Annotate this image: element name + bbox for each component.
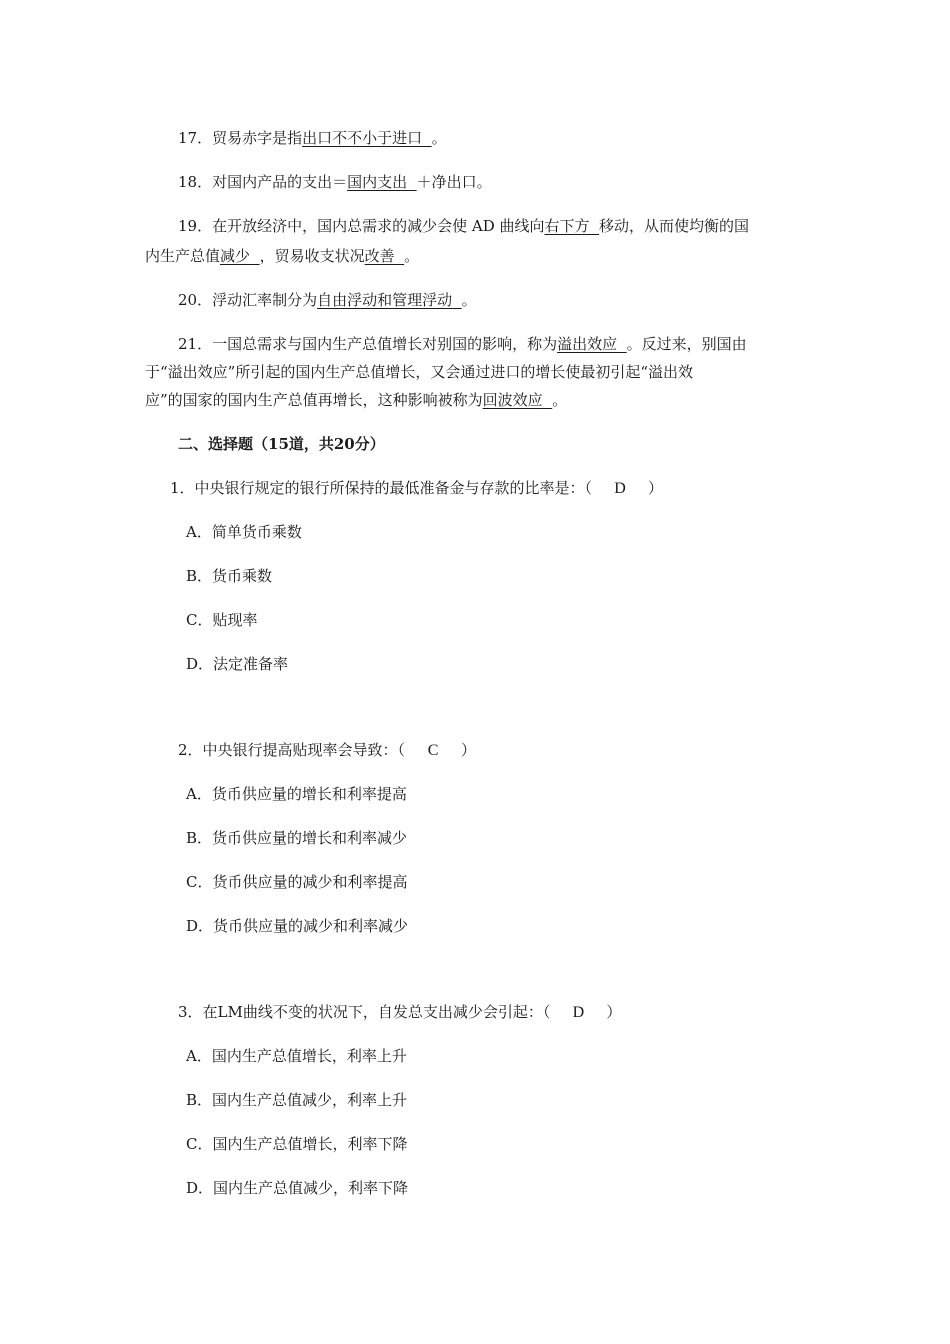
q21-answer-blank-2: 回波效应 — [482, 391, 543, 409]
option-3b: B．国内生产总值减少，利率上升 — [186, 1091, 408, 1109]
choice-question-2-stem: 2．中央银行提高贴现率会导致：（ — [178, 741, 406, 759]
choice-question-3-stem: 3．在LM曲线不变的状况下，自发总支出减少会引起：（ — [178, 1003, 551, 1021]
q21-blank2-pad — [543, 391, 553, 409]
choice-question-1-stem: 1．中央银行规定的银行所保持的最低准备金与存款的比率是：（ — [170, 479, 593, 497]
q18-suffix: ＋净出口。 — [416, 173, 492, 191]
option-3d: D．国内生产总值减少，利率下降 — [186, 1179, 409, 1197]
q17-prefix: 17．贸易赤字是指 — [178, 129, 303, 147]
question-18 — [178, 172, 492, 192]
option-1a: A．简单货币乘数 — [186, 523, 302, 541]
q19-answer-blank-3: 改善 — [364, 247, 395, 265]
question-19-line1 — [178, 216, 749, 236]
option-1d: D．法定准备率 — [186, 655, 289, 673]
q20-blank-pad — [452, 291, 462, 309]
q19-line2-mid: ，贸易收支状况 — [259, 247, 365, 265]
q20-prefix: 20．浮动汇率制分为 — [178, 291, 318, 309]
choice-question-3-close: ） — [606, 1003, 622, 1021]
question-19-line2 — [145, 246, 419, 266]
q19-blank3-pad — [395, 247, 405, 265]
q18-blank-pad — [407, 173, 417, 191]
question-20 — [178, 290, 477, 310]
q19-line2-suffix: 。 — [404, 247, 420, 265]
q19-blank1-pad — [590, 217, 600, 235]
choice-question-1 — [170, 478, 663, 499]
q17-blank-pad — [422, 129, 432, 147]
q17-answer-blank: 出口不不小于进口 — [302, 129, 423, 147]
q19-line1-suffix: 移动，从而使均衡的国 — [599, 217, 750, 235]
choice-question-1-close: ） — [648, 479, 664, 497]
option-2a: A．货币供应量的增长和利率提高 — [186, 785, 407, 803]
question-21-line1 — [178, 334, 747, 354]
q17-suffix: 。 — [431, 129, 447, 147]
choice-question-2-answer: C — [427, 742, 439, 759]
choice-question-2 — [178, 740, 476, 761]
q20-answer-blank: 自由浮动和管理浮动 — [317, 291, 453, 309]
q21-answer-blank-1: 溢出效应 — [557, 335, 618, 353]
option-2c: C．货币供应量的减少和利率提高 — [186, 873, 408, 891]
section-heading: 二、选择题（15道，共20分） — [178, 435, 385, 453]
q19-line2-prefix: 内生产总值 — [145, 247, 221, 265]
option-1b: B．货币乘数 — [186, 567, 273, 585]
q20-suffix: 。 — [461, 291, 477, 309]
q19-line1-prefix: 19．在开放经济中，国内总需求的减少会使 AD 曲线向 — [178, 217, 545, 235]
choice-question-2-close: ） — [461, 741, 477, 759]
q19-answer-blank-1: 右下方 — [544, 217, 590, 235]
question-21-line3 — [145, 390, 567, 410]
q18-prefix: 18．对国内产品的支出＝ — [178, 173, 348, 191]
option-2b: B．货币供应量的增长和利率减少 — [186, 829, 408, 847]
q19-blank2-pad — [250, 247, 260, 265]
choice-question-3-answer: D — [572, 1004, 585, 1021]
option-3c: C．国内生产总值增长，利率下降 — [186, 1135, 408, 1153]
q19-answer-blank-2: 减少 — [220, 247, 251, 265]
q21-line1-suffix: 。反过来，别国由 — [626, 335, 747, 353]
q21-line1-prefix: 21．一国总需求与国内生产总值增长对别国的影响，称为 — [178, 335, 558, 353]
q21-line2-text: 于“溢出效应”所引起的国内生产总值增长，又会通过进口的增长使最初引起“溢出效 — [145, 363, 694, 381]
q21-line3-prefix: 应”的国家的国内生产总值再增长，这种影响被称为 — [145, 391, 483, 409]
option-1c: C．贴现率 — [186, 611, 258, 629]
q21-blank1-pad — [617, 335, 627, 353]
choice-question-1-answer: D — [614, 480, 626, 497]
question-21-line2 — [145, 362, 693, 382]
q21-line3-suffix: 。 — [552, 391, 568, 409]
choice-question-3 — [178, 1002, 621, 1023]
option-2d: D．货币供应量的减少和利率减少 — [186, 917, 409, 935]
q18-answer-blank: 国内支出 — [347, 173, 408, 191]
option-3a: A．国内生产总值增长，利率上升 — [186, 1047, 407, 1065]
question-17 — [178, 128, 447, 148]
